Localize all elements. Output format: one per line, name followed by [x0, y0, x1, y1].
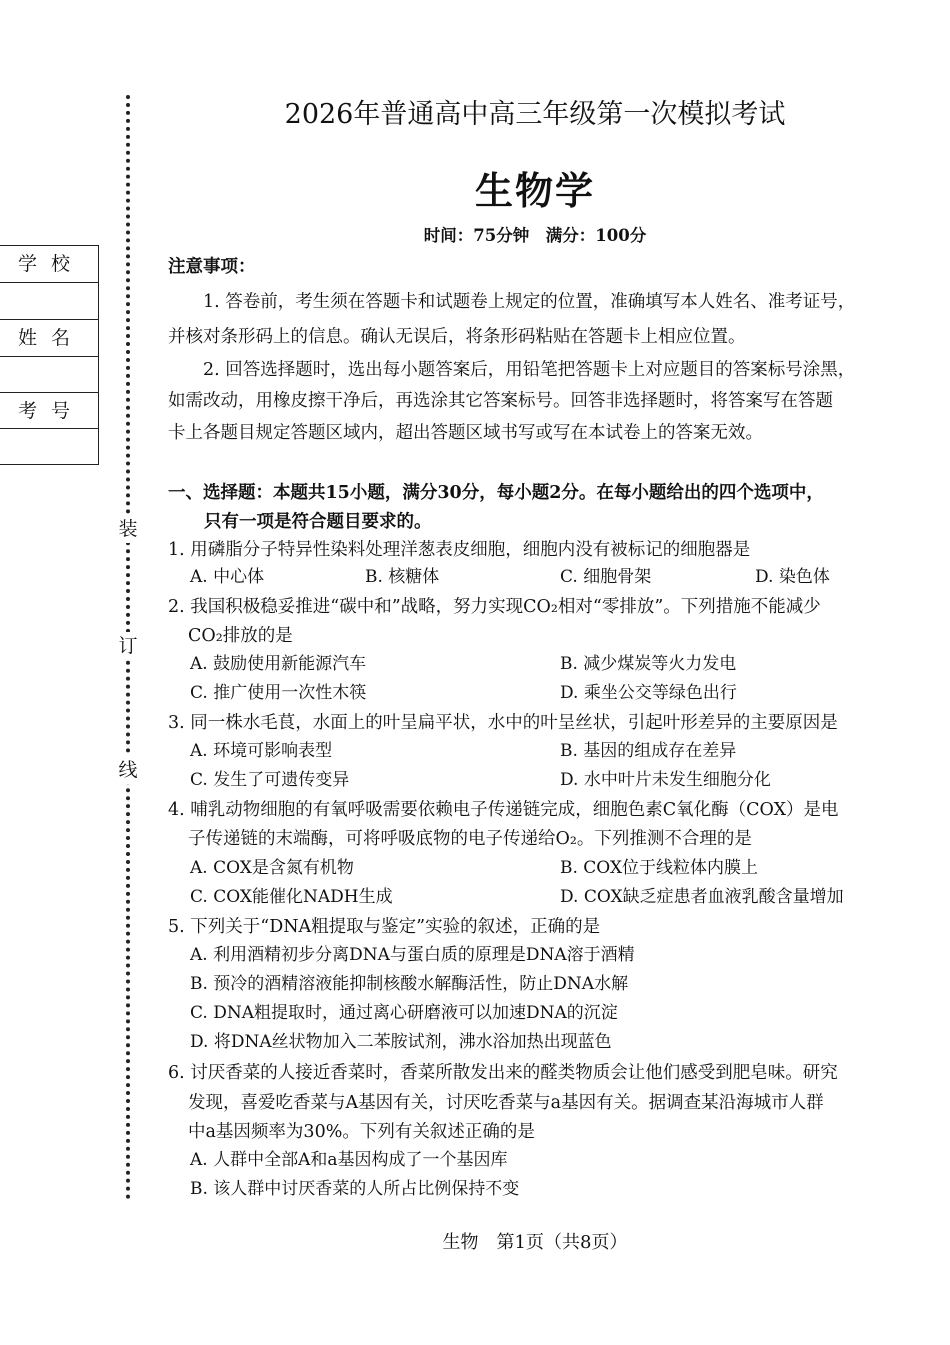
- option-d: D. 水中叶片未发生细胞分化: [560, 770, 771, 790]
- option-a: A. 中心体: [190, 567, 265, 587]
- option-c: C. COX能催化NADH生成: [190, 887, 393, 907]
- notice-heading: 注意事项：: [168, 257, 256, 277]
- question-stem: 子传递链的末端酶，可将呼吸底物的电子传递给O₂。下列推测不合理的是: [188, 829, 752, 849]
- notice-line: 1. 答卷前，考生须在答题卡和试题卷上规定的位置，准确填写本人姓名、准考证号，: [168, 292, 856, 312]
- id-label: 考号: [18, 400, 85, 422]
- option-b: B. 减少煤炭等火力发电: [560, 654, 737, 674]
- option-b: B. COX位于线粒体内膜上: [560, 858, 759, 878]
- notice-line: 并核对条形码上的信息。确认无误后，将条形码粘贴在答题卡上相应位置。: [168, 327, 746, 347]
- question-stem: 6. 讨厌香菜的人接近香菜时，香菜所散发出来的醛类物质会让他们感受到肥皂味。研究: [168, 1063, 838, 1083]
- option-a: A. 人群中全部A和a基因构成了一个基因库: [190, 1150, 508, 1170]
- name-label-row: [0, 320, 98, 357]
- student-info-table: [0, 245, 99, 465]
- binding-char-ding: 订: [116, 632, 140, 660]
- question-stem: 3. 同一株水毛茛，水面上的叶呈扁平状，水中的叶呈丝状，引起叶形差异的主要原因是: [168, 713, 838, 733]
- option-a: A. 鼓励使用新能源汽车: [190, 654, 367, 674]
- question-stem: 4. 哺乳动物细胞的有氧呼吸需要依赖电子传递链完成，细胞色素C氧化酶（COX）是电: [168, 800, 839, 820]
- binding-char-zhuang: 装: [116, 515, 140, 543]
- school-label: 学校: [18, 253, 85, 275]
- option-d: D. COX缺乏症患者血液乳酸含量增加: [560, 887, 844, 907]
- option-c: C. 细胞骨架: [560, 567, 652, 587]
- question-stem: 中a基因频率为30%。下列有关叙述正确的是: [188, 1122, 535, 1142]
- question-stem: CO₂排放的是: [188, 626, 293, 646]
- question-stem: 1. 用磷脂分子特异性染料处理洋葱表皮细胞，细胞内没有被标记的细胞器是: [168, 540, 751, 560]
- option-d: D. 乘坐公交等绿色出行: [560, 683, 737, 703]
- subject-title: 生物学: [474, 168, 595, 213]
- question-stem: 2. 我国积极稳妥推进“碳中和”战略，努力实现CO₂相对“零排放”。下列措施不能减少: [168, 597, 821, 617]
- option-a: A. 利用酒精初步分离DNA与蛋白质的原理是DNA溶于酒精: [190, 945, 635, 965]
- notice-line: 2. 回答选择题时，选出每小题答案后，用铅笔把答题卡上对应题目的答案标号涂黑，: [168, 360, 856, 380]
- school-label-row: [0, 246, 98, 283]
- page-footer: 生物 第1页（共8页）: [442, 1232, 628, 1253]
- name-label: 姓名: [18, 327, 85, 349]
- name-field[interactable]: [0, 357, 98, 393]
- exam-title: 2026年普通高中高三年级第一次模拟考试: [284, 99, 786, 130]
- option-b: B. 该人群中讨厌香菜的人所占比例保持不变: [190, 1179, 520, 1199]
- option-c: C. 推广使用一次性木筷: [190, 683, 367, 703]
- exam-meta: 时间：75分钟 满分：100分: [423, 226, 647, 245]
- option-d: D. 将DNA丝状物加入二苯胺试剂，沸水浴加热出现蓝色: [190, 1032, 612, 1052]
- school-field[interactable]: [0, 283, 98, 320]
- id-label-row: [0, 393, 98, 429]
- option-b: B. 核糖体: [365, 567, 440, 587]
- notice-line: 卡上各题目规定答题区域内，超出答题区域书写或写在本试卷上的答案无效。: [168, 423, 763, 443]
- section-heading: 只有一项是符合题目要求的。: [204, 512, 432, 532]
- option-c: C. DNA粗提取时，通过离心研磨液可以加速DNA的沉淀: [190, 1003, 618, 1023]
- binding-char-xian: 线: [116, 756, 140, 784]
- notice-line: 如需改动，用橡皮擦干净后，再选涂其它答案标号。回答非选择题时，将答案写在答题: [168, 391, 833, 411]
- section-heading: 一、选择题：本题共15小题，满分30分，每小题2分。在每小题给出的四个选项中，: [168, 483, 824, 503]
- option-c: C. 发生了可遗传变异: [190, 770, 350, 790]
- option-b: B. 预冷的酒精溶液能抑制核酸水解酶活性，防止DNA水解: [190, 974, 629, 994]
- question-stem: 发现，喜爱吃香菜与A基因有关，讨厌吃香菜与a基因有关。据调查某沿海城市人群: [188, 1093, 824, 1113]
- option-b: B. 基因的组成存在差异: [560, 741, 737, 761]
- question-stem: 5. 下列关于“DNA粗提取与鉴定”实验的叙述，正确的是: [168, 917, 601, 937]
- id-field[interactable]: [0, 429, 98, 464]
- option-a: A. 环境可影响表型: [190, 741, 333, 761]
- option-d: D. 染色体: [755, 567, 830, 587]
- option-a: A. COX是含氮有机物: [190, 858, 354, 878]
